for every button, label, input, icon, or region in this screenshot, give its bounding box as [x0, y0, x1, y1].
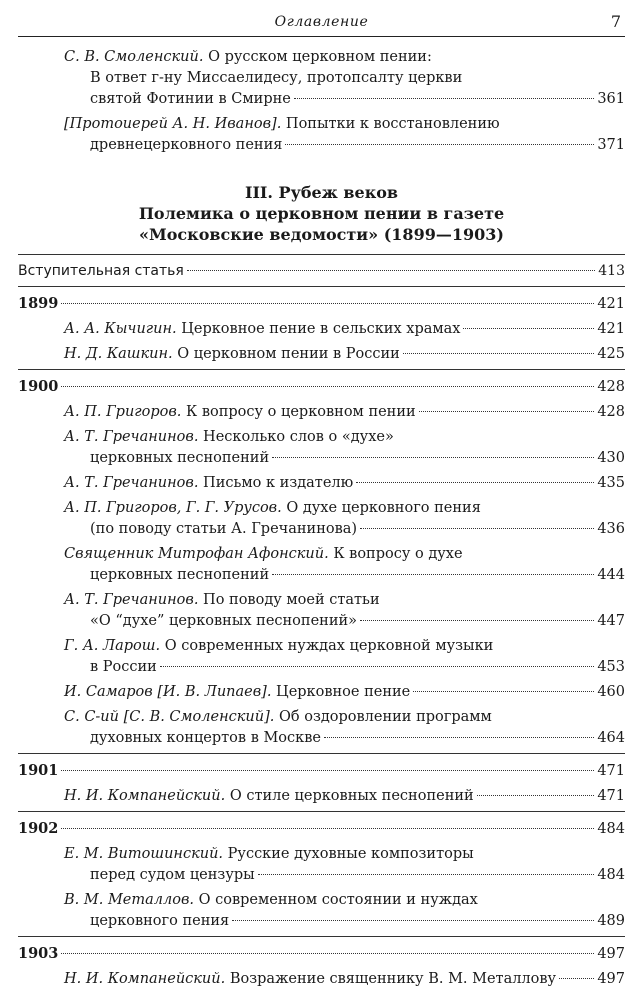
dot-leader: [272, 457, 594, 458]
intro-entry[interactable]: [18, 261, 625, 282]
entry-last-line: [64, 786, 625, 807]
entry-text: [90, 135, 282, 156]
entry-author: В. М. Металлов.: [64, 892, 195, 908]
year-label: 1901: [18, 762, 59, 779]
entry-title-line: Попытки к восстановлению: [285, 116, 500, 132]
entry-line: [64, 427, 625, 448]
entry-author: Н. И. Компанейский.: [64, 788, 226, 804]
entry-text: [90, 565, 269, 586]
section-title-line: «Московские ведомости» (1899—1903): [139, 225, 504, 244]
entry-line: [64, 844, 625, 865]
dot-leader: [258, 874, 595, 875]
intro-page: 413: [598, 263, 625, 279]
entry-page: 464: [597, 730, 625, 746]
entry-author: А. Т. Гречанинов.: [64, 429, 199, 445]
table-of-contents: [18, 44, 625, 994]
dot-leader: [285, 144, 594, 145]
entry-line: [64, 544, 625, 565]
entry-author: Г. А. Ларош.: [64, 638, 161, 654]
entry-page: 428: [597, 404, 625, 420]
entry-author: А. П. Григоров, Г. Г. Урусов.: [64, 500, 282, 516]
entry-title-line: О церковном пении в России: [177, 346, 400, 362]
entry-title-line: Церковное пение: [276, 684, 411, 700]
entry-line: [64, 47, 625, 68]
entry-title-line: Письмо к издателю: [203, 475, 354, 491]
entry-text: [90, 611, 357, 632]
toc-entry[interactable]: [18, 473, 625, 494]
toc-entry[interactable]: [18, 969, 625, 990]
entry-author: С. С-ий [С. В. Смоленский].: [64, 709, 275, 725]
entry-title-line: перед судом цензуры: [90, 867, 255, 883]
entry-author: Н. И. Компанейский.: [64, 971, 226, 987]
toc-entry[interactable]: [18, 427, 625, 469]
entry-page: 460: [597, 684, 625, 700]
toc-entry[interactable]: [18, 319, 625, 340]
entry-text: [64, 846, 474, 862]
entry-title-line: в России: [90, 659, 157, 675]
year-section: [18, 936, 625, 990]
entry-page: 361: [597, 91, 625, 107]
dot-leader: [61, 953, 594, 954]
entry-text: [64, 473, 353, 494]
entry-title-line: Об оздоровлении программ: [278, 709, 492, 725]
toc-entry[interactable]: [18, 47, 625, 110]
entry-page: 497: [597, 971, 625, 987]
toc-entry[interactable]: [18, 498, 625, 540]
entry-line: [64, 68, 625, 89]
entry-text: [90, 657, 157, 678]
running-header: [18, 10, 625, 37]
entry-line: [64, 707, 625, 728]
toc-entry[interactable]: [18, 786, 625, 807]
section-title-line: III. Рубеж веков: [244, 183, 399, 202]
entry-author: Н. Д. Кашкин.: [64, 346, 173, 362]
dot-leader: [232, 920, 594, 921]
entry-text: [90, 728, 321, 749]
dot-leader: [413, 691, 594, 692]
entry-text: [64, 709, 492, 725]
entry-author: [Протоиерей А. Н. Иванов].: [64, 116, 282, 132]
entry-line: [64, 636, 625, 657]
running-title: Оглавление: [274, 14, 369, 30]
dot-leader: [360, 620, 594, 621]
dot-leader: [294, 98, 594, 99]
year-section: [18, 811, 625, 932]
entry-author: А. П. Григоров.: [64, 404, 182, 420]
entry-page: 447: [597, 613, 625, 629]
entry-text: [64, 638, 493, 654]
year-label: 1903: [18, 945, 59, 962]
entry-text: [64, 500, 481, 516]
entry-page: 484: [597, 867, 625, 883]
entry-title-line: древнецерковного пения: [90, 137, 283, 153]
entry-page: 453: [597, 659, 625, 675]
dot-leader: [356, 482, 594, 483]
dot-leader: [463, 328, 594, 329]
toc-entry[interactable]: [18, 114, 625, 156]
entry-text: [90, 865, 255, 886]
entry-title-line: Русские духовные композиторы: [227, 846, 474, 862]
year-heading[interactable]: [18, 760, 625, 782]
year-label: 1900: [18, 378, 59, 395]
year-page: 471: [597, 763, 625, 779]
entry-title-line: Несколько слов о «духе»: [203, 429, 394, 445]
entry-page: 444: [597, 567, 625, 583]
dot-leader: [324, 737, 594, 738]
entry-author: А. А. Кычигин.: [64, 321, 177, 337]
entry-text: [90, 519, 357, 540]
entry-page: 425: [597, 346, 625, 362]
toc-entry[interactable]: [18, 844, 625, 886]
dot-leader: [160, 666, 594, 667]
entry-last-line: [64, 473, 625, 494]
entry-page: 471: [597, 788, 625, 804]
entry-last-line: [64, 565, 625, 586]
year-section: [18, 369, 625, 749]
entry-page: 430: [597, 450, 625, 466]
toc-entry[interactable]: [18, 544, 625, 586]
entry-title-line: О современном состоянии и нуждах: [198, 892, 478, 908]
entry-page: 421: [597, 321, 625, 337]
dot-leader: [61, 303, 594, 304]
entry-last-line: [64, 657, 625, 678]
entry-author: А. Т. Гречанинов.: [64, 592, 199, 608]
entry-title-line: Церковное пение в сельских храмах: [181, 321, 461, 337]
year-page: 421: [597, 296, 625, 312]
entry-text: [64, 319, 460, 340]
entry-author: Е. М. Витошинский.: [64, 846, 224, 862]
entry-text: [64, 969, 556, 990]
entry-text: [64, 592, 380, 608]
entry-last-line: [64, 969, 625, 990]
entry-last-line: [64, 344, 625, 365]
entry-text: [90, 448, 269, 469]
entry-title-line: О современных нуждах церковной музыки: [164, 638, 494, 654]
entry-last-line: [64, 89, 625, 110]
entry-line: [64, 890, 625, 911]
entry-title-line: О стиле церковных песнопений: [229, 788, 474, 804]
dot-leader: [61, 386, 594, 387]
dot-leader: [272, 574, 594, 575]
entry-text: [64, 344, 400, 365]
intro-block: [18, 254, 625, 282]
entry-title-line: духовных концертов в Москве: [90, 730, 321, 746]
section-title-line: Полемика о церковном пении в газете: [138, 204, 505, 223]
toc-entry[interactable]: [18, 890, 625, 932]
entry-page: 489: [597, 913, 625, 929]
entry-text: [90, 70, 462, 86]
entry-page: 371: [597, 137, 625, 153]
entry-text: [64, 892, 478, 908]
dot-leader: [360, 528, 594, 529]
entry-title-line: церковных песнопений: [90, 450, 270, 466]
entry-text: [90, 89, 291, 110]
dot-leader: [61, 770, 594, 771]
entry-page: 435: [597, 475, 625, 491]
page-number: 7: [610, 12, 621, 31]
entry-title-line: По поводу моей статьи: [203, 592, 380, 608]
toc-entry[interactable]: [18, 590, 625, 632]
entry-text: [64, 49, 432, 65]
entry-line: [64, 590, 625, 611]
toc-entry[interactable]: [18, 344, 625, 365]
entry-title-line: К вопросу о церковном пении: [186, 404, 416, 420]
year-label: 1899: [18, 295, 59, 312]
dot-leader: [187, 270, 595, 271]
entry-title-line: «О “духе” церковных песнопений»: [90, 613, 358, 629]
entry-author: А. Т. Гречанинов.: [64, 475, 199, 491]
entry-text: [64, 429, 394, 445]
toc-entry[interactable]: [18, 707, 625, 749]
dot-leader: [477, 795, 595, 796]
intro-label: Вступительная статья: [18, 263, 184, 279]
entry-author: Священник Митрофан Афонский.: [64, 546, 329, 562]
year-section: [18, 286, 625, 365]
year-page: 497: [597, 946, 625, 962]
dot-leader: [559, 978, 594, 979]
section-heading: [18, 182, 625, 245]
year-label: 1902: [18, 820, 59, 837]
entry-text: [64, 402, 416, 423]
entry-last-line: [64, 519, 625, 540]
year-heading[interactable]: [18, 293, 625, 315]
entry-page: 436: [597, 521, 625, 537]
entry-text: [64, 682, 410, 703]
entry-title-line: К вопросу о духе: [333, 546, 463, 562]
dot-leader: [61, 828, 594, 829]
year-heading[interactable]: [18, 376, 625, 398]
entry-last-line: [64, 135, 625, 156]
year-heading[interactable]: [18, 818, 625, 840]
entry-last-line: [64, 911, 625, 932]
entry-line: [64, 114, 625, 135]
toc-entry[interactable]: [18, 402, 625, 423]
entry-title-line: Возражение священнику В. М. Металлову: [229, 971, 557, 987]
entry-title-line: О русском церковном пении:: [208, 49, 432, 65]
entry-title-line: церковных песнопений: [90, 567, 270, 583]
entry-text: [64, 546, 463, 562]
entry-author: С. В. Смоленский.: [64, 49, 204, 65]
entry-last-line: [64, 448, 625, 469]
entry-title-line: (по поводу статьи А. Гречанинова): [90, 521, 358, 537]
entry-last-line: [64, 319, 625, 340]
entry-text: [64, 116, 500, 132]
year-section: [18, 753, 625, 807]
entry-title-line: святой Фотинии в Смирне: [90, 91, 291, 107]
dot-leader: [419, 411, 595, 412]
entry-text: [90, 911, 229, 932]
year-page: 484: [597, 821, 625, 837]
entry-title-line: В ответ г-ну Миссаелидесу, протопсалту церкви: [90, 70, 463, 86]
entry-title-line: церковного пения: [90, 913, 230, 929]
entry-last-line: [64, 865, 625, 886]
entry-last-line: [64, 402, 625, 423]
entry-title-line: О духе церковного пения: [286, 500, 481, 516]
entry-last-line: [64, 611, 625, 632]
entry-last-line: [64, 682, 625, 703]
entry-last-line: [64, 728, 625, 749]
year-heading[interactable]: [18, 943, 625, 965]
entry-text: [64, 786, 474, 807]
entry-author: И. Самаров [И. В. Липаев].: [64, 684, 272, 700]
toc-entry[interactable]: [18, 636, 625, 678]
toc-entry[interactable]: [18, 682, 625, 703]
dot-leader: [403, 353, 594, 354]
entry-line: [64, 498, 625, 519]
year-page: 428: [597, 379, 625, 395]
